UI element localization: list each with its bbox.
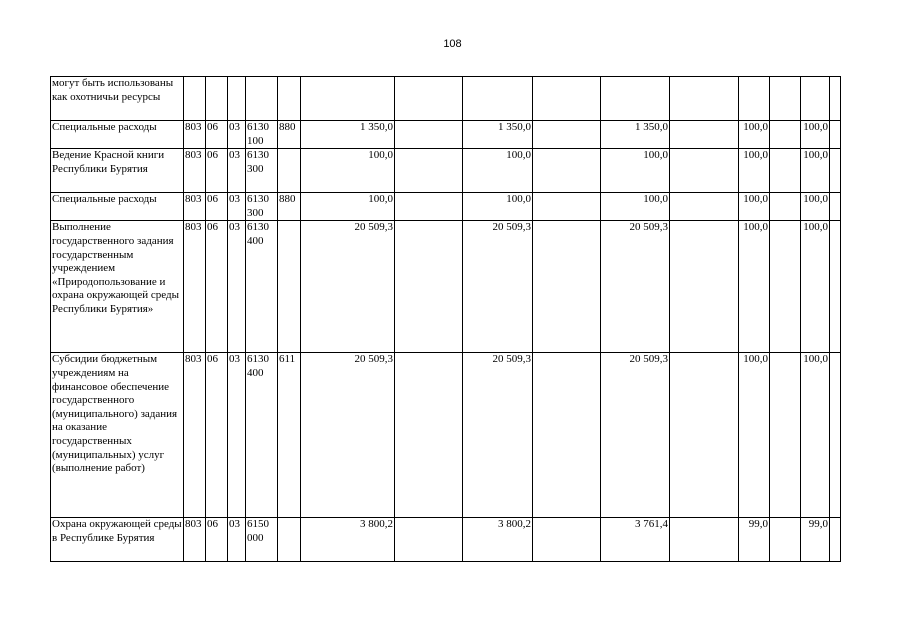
empty-cell [770, 221, 801, 353]
subsection-code: 03 [228, 221, 246, 353]
specified-amount: 20 509,3 [463, 353, 533, 518]
empty-cell [830, 353, 841, 518]
empty-cell [533, 77, 601, 121]
empty-cell [830, 121, 841, 149]
table-row [51, 518, 841, 562]
execution-percent-2: 100,0 [801, 221, 830, 353]
executed-amount [601, 77, 670, 121]
table-row [51, 353, 841, 518]
target-article-code [246, 77, 278, 121]
empty-cell [533, 121, 601, 149]
row-name: Субсидии бюджетным учреждениям на финансовое обеспечение государственного (муниципального) задания на оказание государственных (муниципальных) услуг (выполнение работ) [51, 353, 184, 518]
empty-cell [395, 353, 463, 518]
execution-percent-2: 99,0 [801, 518, 830, 562]
specified-amount: 3 800,2 [463, 518, 533, 562]
empty-cell [830, 193, 841, 221]
section-code: 06 [206, 121, 228, 149]
empty-cell [533, 149, 601, 193]
execution-percent-1: 100,0 [739, 221, 770, 353]
execution-percent-1: 99,0 [739, 518, 770, 562]
empty-cell [533, 193, 601, 221]
table-row [51, 221, 841, 353]
table-row [51, 193, 841, 221]
execution-percent-1: 100,0 [739, 353, 770, 518]
empty-cell [670, 221, 739, 353]
execution-percent-1: 100,0 [739, 121, 770, 149]
empty-cell [830, 518, 841, 562]
target-article-code: 6150 000 [246, 518, 278, 562]
approved-amount: 3 800,2 [301, 518, 395, 562]
empty-cell [830, 221, 841, 353]
execution-percent-2: 100,0 [801, 193, 830, 221]
section-code: 06 [206, 353, 228, 518]
executed-amount: 1 350,0 [601, 121, 670, 149]
row-name: Специальные расходы [51, 193, 184, 221]
row-name: могут быть использованы как охотничьи ресурсы [51, 77, 184, 121]
empty-cell [770, 121, 801, 149]
executed-amount: 20 509,3 [601, 353, 670, 518]
section-code: 06 [206, 149, 228, 193]
target-article-code: 6130 300 [246, 193, 278, 221]
specified-amount [463, 77, 533, 121]
budget-table [50, 76, 841, 562]
approved-amount: 20 509,3 [301, 353, 395, 518]
empty-cell [770, 77, 801, 121]
subsection-code: 03 [228, 121, 246, 149]
expense-type-code [278, 518, 301, 562]
subsection-code: 03 [228, 353, 246, 518]
executed-amount: 100,0 [601, 193, 670, 221]
target-article-code: 6130 400 [246, 353, 278, 518]
table-row [51, 149, 841, 193]
approved-amount: 100,0 [301, 149, 395, 193]
row-name: Специальные расходы [51, 121, 184, 149]
execution-percent-2: 100,0 [801, 149, 830, 193]
empty-cell [533, 221, 601, 353]
expense-type-code: 880 [278, 193, 301, 221]
executed-amount: 3 761,4 [601, 518, 670, 562]
section-code: 06 [206, 193, 228, 221]
execution-percent-1: 100,0 [739, 149, 770, 193]
specified-amount: 20 509,3 [463, 221, 533, 353]
approved-amount: 20 509,3 [301, 221, 395, 353]
empty-cell [395, 221, 463, 353]
target-article-code: 6130 400 [246, 221, 278, 353]
empty-cell [770, 518, 801, 562]
empty-cell [395, 518, 463, 562]
subsection-code: 03 [228, 193, 246, 221]
empty-cell [670, 77, 739, 121]
approved-amount: 100,0 [301, 193, 395, 221]
section-code [206, 77, 228, 121]
empty-cell [670, 353, 739, 518]
empty-cell [670, 518, 739, 562]
empty-cell [670, 121, 739, 149]
target-article-code: 6130 300 [246, 149, 278, 193]
ved-code [184, 77, 206, 121]
empty-cell [395, 121, 463, 149]
expense-type-code [278, 77, 301, 121]
row-name: Охрана окружающей среды в Республике Бурятия [51, 518, 184, 562]
table-body [51, 77, 841, 562]
execution-percent-2: 100,0 [801, 121, 830, 149]
approved-amount [301, 77, 395, 121]
row-name: Ведение Красной книги Республики Бурятия [51, 149, 184, 193]
expense-type-code: 880 [278, 121, 301, 149]
subsection-code: 03 [228, 149, 246, 193]
ved-code: 803 [184, 353, 206, 518]
section-code: 06 [206, 518, 228, 562]
ved-code: 803 [184, 193, 206, 221]
table-row [51, 77, 841, 121]
empty-cell [395, 77, 463, 121]
executed-amount: 100,0 [601, 149, 670, 193]
empty-cell [830, 149, 841, 193]
empty-cell [395, 149, 463, 193]
empty-cell [770, 193, 801, 221]
subsection-code [228, 77, 246, 121]
empty-cell [670, 149, 739, 193]
subsection-code: 03 [228, 518, 246, 562]
execution-percent-1: 100,0 [739, 193, 770, 221]
section-code: 06 [206, 221, 228, 353]
expense-type-code [278, 221, 301, 353]
target-article-code: 6130 100 [246, 121, 278, 149]
specified-amount: 1 350,0 [463, 121, 533, 149]
ved-code: 803 [184, 121, 206, 149]
empty-cell [395, 193, 463, 221]
empty-cell [830, 77, 841, 121]
empty-cell [770, 353, 801, 518]
approved-amount: 1 350,0 [301, 121, 395, 149]
empty-cell [533, 518, 601, 562]
specified-amount: 100,0 [463, 193, 533, 221]
ved-code: 803 [184, 149, 206, 193]
empty-cell [670, 193, 739, 221]
row-name: Выполнение государственного задания государственным учреждением «Природопользование и охрана окружающей среды Республики Бурятия» [51, 221, 184, 353]
specified-amount: 100,0 [463, 149, 533, 193]
execution-percent-2 [801, 77, 830, 121]
expense-type-code [278, 149, 301, 193]
table-row [51, 121, 841, 149]
ved-code: 803 [184, 518, 206, 562]
execution-percent-1 [739, 77, 770, 121]
executed-amount: 20 509,3 [601, 221, 670, 353]
page-number: 108 [443, 38, 462, 50]
empty-cell [770, 149, 801, 193]
empty-cell [533, 353, 601, 518]
expense-type-code: 611 [278, 353, 301, 518]
execution-percent-2: 100,0 [801, 353, 830, 518]
ved-code: 803 [184, 221, 206, 353]
